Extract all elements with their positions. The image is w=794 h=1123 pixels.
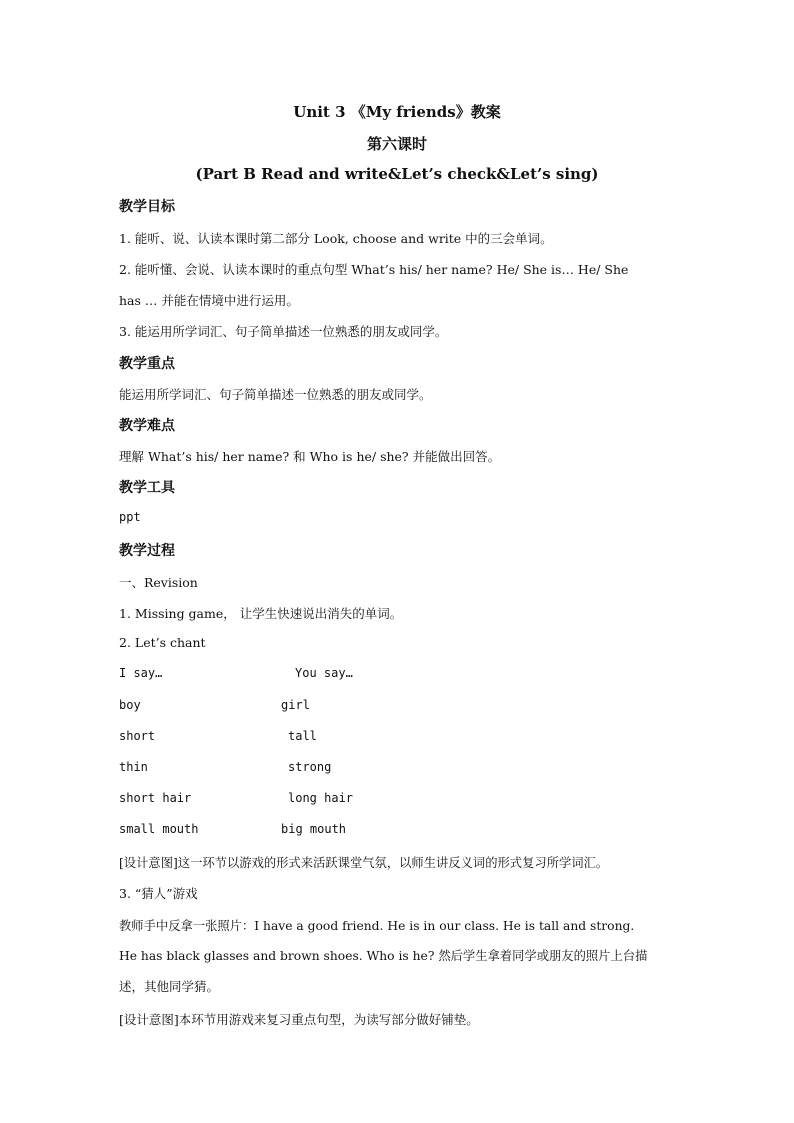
- heading-difficulties: 教学难点: [119, 418, 175, 434]
- chant-head-right: You say…: [295, 666, 353, 680]
- chant-left: short: [119, 729, 156, 743]
- section-revision: 一、Revision: [119, 575, 198, 590]
- step-3-line-2: He has black glasses and brown shoes. Who is he? 然后学生拿着同学或朋友的照片上台描: [119, 949, 648, 963]
- key-points-text: 能运用所学词汇、句子简单描述一位熟悉的朋友或同学。: [119, 387, 432, 402]
- goal-2-line-1: 2. 能听懂、会说、认读本课时的重点句型 What’s his/ her name? He/ She is… He/ She: [119, 262, 629, 277]
- chant-left: short hair: [119, 791, 192, 805]
- chant-left: small mouth: [119, 822, 199, 836]
- chant-left: boy: [119, 698, 141, 712]
- goal-2-line-2: has … 并能在情境中进行运用。: [119, 293, 299, 308]
- design-note-1: [设计意图]这一环节以游戏的形式来活跃课堂气氛，以师生讲反义词的形式复习所学词汇。: [119, 856, 609, 870]
- difficulties-text: 理解 What’s his/ her name? 和 Who is he/ she? 并能做出回答。: [119, 449, 501, 464]
- goal-1: 1. 能听、说、认读本课时第二部分 Look, choose and write 中的三会单词。: [119, 231, 553, 246]
- lesson-number: 第六课时: [366, 135, 427, 153]
- chant-right: girl: [281, 698, 310, 712]
- step-1: 1. Missing game， 让学生快速说出消失的单词。: [119, 606, 403, 621]
- chant-head-left: I say…: [119, 666, 163, 680]
- step-3-line-1: 教师手中反拿一张照片：I have a good friend. He is in our class. He is tall and strong.: [119, 919, 635, 933]
- chant-right: tall: [288, 729, 317, 743]
- tools-text: ppt: [119, 510, 141, 524]
- heading-process: 教学过程: [119, 543, 175, 559]
- lesson-part: (Part B Read and write&Let’s check&Let’s sing): [195, 165, 599, 183]
- chant-right: long hair: [288, 791, 354, 805]
- goal-3: 3. 能运用所学词汇、句子简单描述一位熟悉的朋友或同学。: [119, 324, 448, 339]
- step-3: 3. “猜人”游戏: [119, 886, 198, 901]
- heading-goals: 教学目标: [119, 199, 175, 215]
- doc-title: Unit 3 《My friends》教案: [293, 103, 501, 121]
- heading-tools: 教学工具: [119, 480, 175, 496]
- chant-right: strong: [288, 760, 332, 774]
- chant-right: big mouth: [281, 822, 347, 836]
- design-note-2: [设计意图]本环节用游戏来复习重点句型，为读写部分做好铺垫。: [119, 1012, 479, 1027]
- heading-key-points: 教学重点: [119, 356, 175, 372]
- chant-left: thin: [119, 760, 148, 774]
- step-3-line-3: 述，其他同学猜。: [119, 979, 220, 994]
- step-2: 2. Let’s chant: [119, 635, 206, 650]
